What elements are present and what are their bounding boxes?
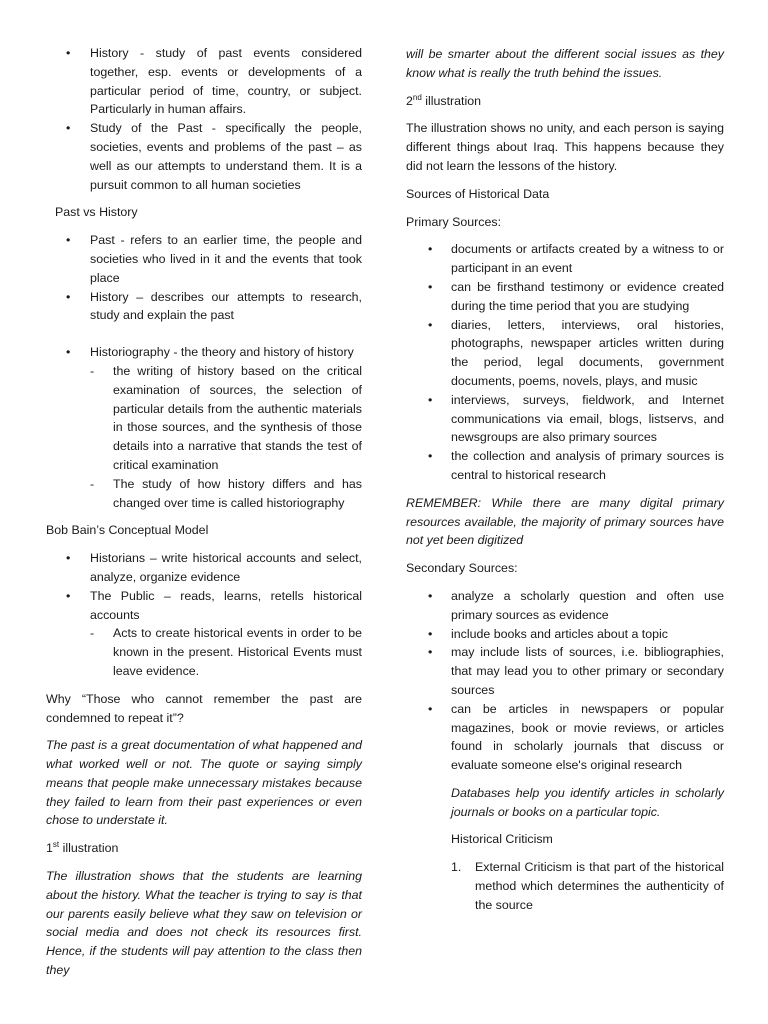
illustration-2-text: The illustration shows no unity, and each person is saying different things about Iraq. This happens because they did not learn the lessons of the history. [406, 121, 724, 173]
bain-heading: Bob Bain’s Conceptual Model [46, 523, 209, 538]
bullet-icon: • [66, 46, 71, 60]
list-item: • History - study of past events considered together, esp. events or developments of a particular period of time, country, or subject. Particularly in human affairs. [66, 46, 362, 117]
list-item: • Historians – write historical accounts and select, analyze, organize evidence [66, 551, 362, 584]
list-item: • Study of the Past - specifically the people, societies, events and problems of the past – as well as our attempts to understand them. It is a pursuit common to all human societies [66, 121, 362, 192]
bullet-icon: • [66, 121, 71, 136]
dash-icon: - [90, 363, 95, 378]
bain-sublist [90, 624, 362, 680]
bullet-icon: • [66, 289, 71, 304]
primary-sources-list [406, 240, 724, 484]
sublist-item: - the writing of history based on the critical examination of sources, the selection of particular details from the authentic materials in those sources, and the synthesis of those details into a narrative that stands the test of critical examination [90, 363, 362, 472]
bullet-icon: • [428, 645, 433, 660]
sublist-item: - Acts to create historical events in order to be known in the present. Historical Events must leave evidence. [90, 626, 362, 678]
sources-heading: Sources of Historical Data [406, 186, 550, 201]
list-item: • diaries, letters, interviews, oral histories, photographs, newspaper articles written during the period, legal documents, government documents, poems, novels, plays, and music [428, 317, 724, 388]
secondary-sources-list [406, 587, 724, 775]
bullet-icon: • [66, 345, 71, 360]
illustration-1-heading: 1st illustration [46, 840, 119, 856]
bullet-icon: • [428, 626, 433, 641]
sublist-item: - The study of how history differs and has changed over time is called historiography [90, 476, 362, 510]
bullet-icon: • [428, 392, 433, 407]
why-answer: The past is a great documentation of what happened and what worked well or not. The quote or saying simply means that people make unnecessary mistakes because they failed to learn from their past experiences or even chose to understate it. [46, 738, 362, 828]
continuation-text: will be smarter about the different social issues as they know what is really the truth behind the issues. [406, 47, 724, 80]
item-number: 1. [451, 860, 462, 875]
bain-list [46, 549, 362, 681]
list-item: • interviews, surveys, fieldwork, and Internet communications via email, blogs, listservs, and newsgroups are also primary sources [428, 392, 724, 445]
bullet-icon: • [66, 233, 71, 248]
historiography-sublist [90, 362, 362, 512]
secondary-heading: Secondary Sources: [406, 561, 518, 576]
list-item: • documents or artifacts created by a witness to or participant in an event [428, 242, 724, 276]
past-vs-history-list [46, 231, 362, 325]
dash-icon: - [90, 476, 95, 491]
why-question: Why “Those who cannot remember the past are condemned to repeat it”? [46, 691, 362, 725]
illustration-2-heading: 2nd illustration [406, 92, 482, 108]
remember-note: REMEMBER: While there are many digital primary resources available, the majority of primary sources have not yet been digitized [406, 495, 724, 548]
bullet-icon: • [428, 279, 433, 294]
list-item: • include books and articles about a topic [406, 625, 724, 644]
left-column [46, 44, 362, 980]
list-item: • the collection and analysis of primary sources is central to historical research [428, 449, 724, 482]
bullet-icon: • [428, 317, 433, 332]
list-item: • can be articles in newspapers or popular magazines, book or movie reviews, or articles found in scholarly journals that discuss or evaluate someone else's original research [428, 701, 724, 773]
criticism-heading: Historical Criticism [451, 832, 553, 847]
historiography-list [46, 343, 362, 512]
criticism-list [406, 858, 724, 914]
bullet-icon: • [428, 701, 433, 716]
bullet-icon: • [66, 588, 71, 603]
bullet-icon: • [428, 242, 433, 257]
past-vs-history-heading: Past vs History [55, 205, 138, 220]
list-item: • The Public – reads, learns, retells historical accounts - Acts to create historical events in order to be known in the present. Historical Events must leave evidence. [46, 587, 362, 681]
right-column [406, 45, 724, 915]
list-item: 1. External Criticism is that part of the historical method which determines the authenticity of the source [451, 860, 724, 912]
bullet-icon: • [66, 551, 71, 566]
list-item: • Past - refers to an earlier time, the people and societies who lived in it and the events that took place [66, 233, 362, 285]
list-item: • may include lists of sources, i.e. bibliographies, that may lead you to other primary or secondary sources [428, 645, 724, 697]
illustration-1-text: The illustration shows that the students are learning about the history. What the teacher is trying to say is that our parents easily believe what they saw on television or social media and does not check its resources first. Hence, if the students will pay attention to the class then they [46, 869, 362, 978]
history-definition-list [46, 44, 362, 194]
bullet-icon: • [428, 588, 433, 603]
bullet-icon: • [428, 449, 433, 464]
list-item: • Historiography - the theory and history of history - the writing of history based on the critical examination of sources, the selection of particular details from the authentic materials in those sources, and the synthesis of those details into a narrative that stands the test of critical examination - The study of how history differs and has changed over time is called historiography [46, 343, 362, 512]
databases-note: Databases help you identify articles in scholarly journals or books on a particular topic. [451, 785, 724, 819]
list-item: • History – describes our attempts to research, study and explain the past [66, 289, 362, 323]
list-item: • analyze a scholarly question and often use primary sources as evidence [428, 588, 724, 622]
list-item: • can be firsthand testimony or evidence created during the time period that you are studying [428, 279, 724, 313]
primary-heading: Primary Sources: [406, 214, 502, 229]
dash-icon: - [90, 626, 95, 641]
